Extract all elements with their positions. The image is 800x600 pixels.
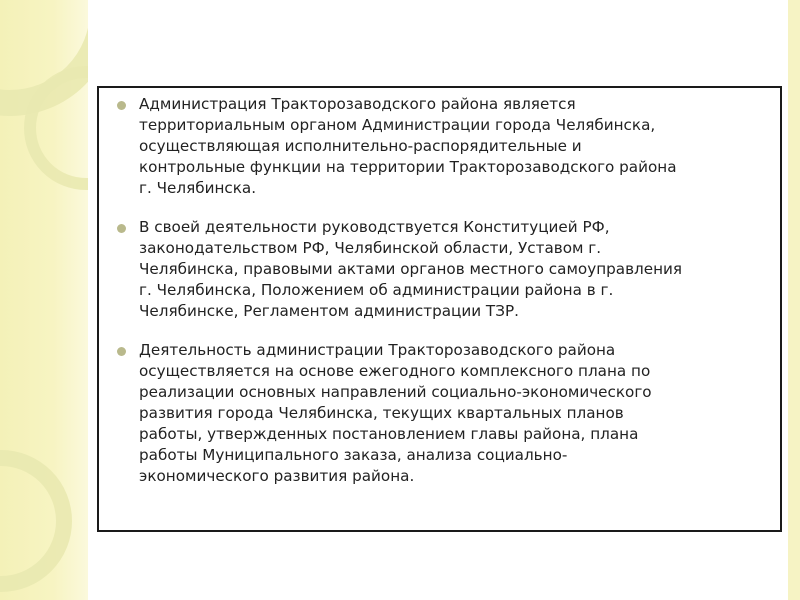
bullet-list — [99, 88, 780, 487]
paragraph-line: Челябинске, Регламентом администрации ТЗР. — [139, 302, 519, 320]
content-frame — [97, 86, 782, 532]
decorative-right-band — [788, 0, 800, 600]
paragraph-line: Деятельность администрации Тракторозаводского района — [139, 341, 616, 359]
decorative-ring — [0, 450, 72, 592]
paragraph-line: г. Челябинска. — [139, 179, 257, 197]
paragraph-line: г. Челябинска, Положением об администрации района в г. — [139, 281, 614, 299]
paragraph-line: развития города Челябинска, текущих квартальных планов — [139, 404, 624, 422]
bullet-dot-icon — [117, 101, 126, 110]
bullet-dot-icon — [117, 347, 126, 356]
bullet-paragraph-3 — [115, 340, 768, 487]
paragraph-line: территориальным органом Администрации города Челябинска, — [139, 116, 656, 134]
paragraph-line: Челябинска, правовыми актами органов местного самоуправления — [139, 260, 683, 278]
paragraph-line: работы, утвержденных постановлением главы района, плана — [139, 425, 639, 443]
paragraph-line: законодательством РФ, Челябинской области, Уставом г. — [139, 239, 602, 257]
bullet-paragraph-2 — [115, 217, 768, 322]
bullet-paragraph-1 — [115, 94, 768, 199]
paragraph-line: реализации основных направлений социально-экономического — [139, 383, 652, 401]
paragraph-line: Администрация Тракторозаводского района является — [139, 95, 576, 113]
paragraph-line: контрольные функции на территории Тракторозаводского района — [139, 158, 677, 176]
paragraph-line: осуществляется на основе ежегодного комплексного плана по — [139, 362, 651, 380]
paragraph-line: В своей деятельности руководствуется Конституцией РФ, — [139, 218, 610, 236]
paragraph-line: осуществляющая исполнительно-распорядительные и — [139, 137, 582, 155]
decorative-left-band — [0, 0, 88, 600]
bullet-dot-icon — [117, 224, 126, 233]
paragraph-line: экономического развития района. — [139, 467, 415, 485]
paragraph-line: работы Муниципального заказа, анализа социально- — [139, 446, 568, 464]
